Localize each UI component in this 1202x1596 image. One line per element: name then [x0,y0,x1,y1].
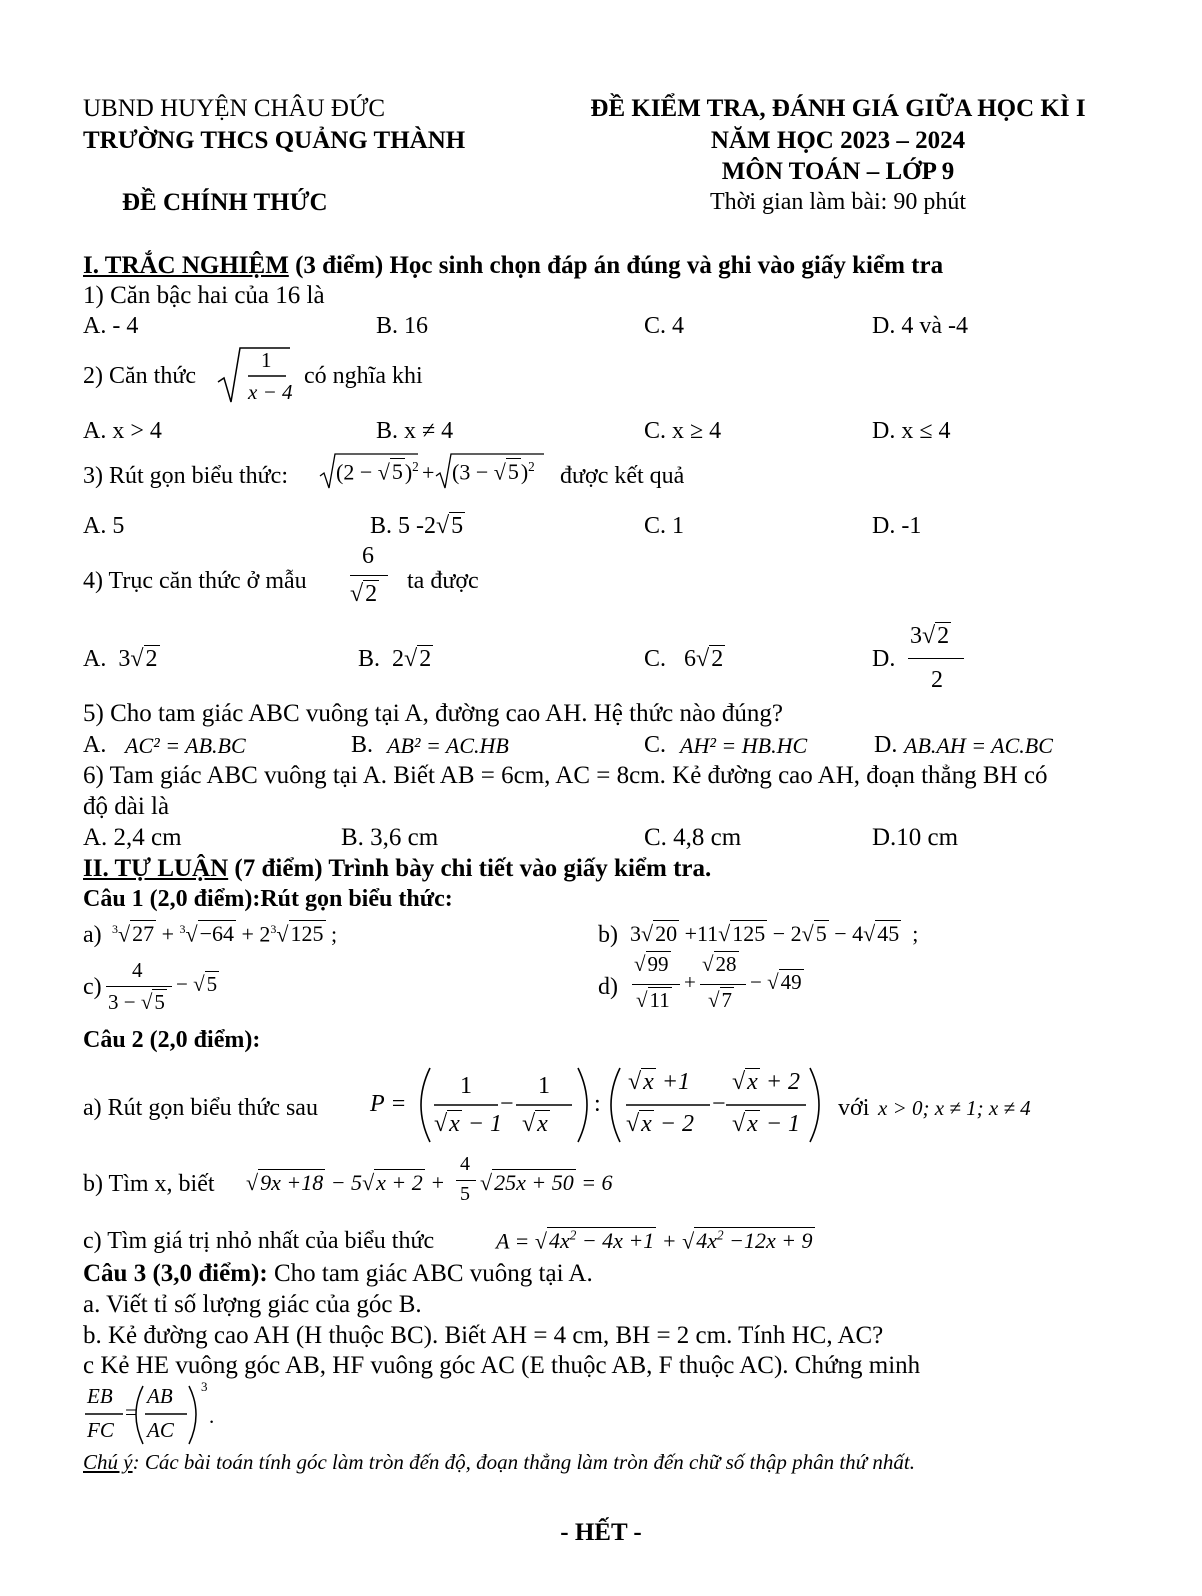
q5-option-c-expr: AH² = HB.HC [680,733,808,758]
c2-a-divide: : [594,1091,601,1117]
q6-option-a: A. 2,4 cm [83,824,182,851]
c1-d-expr [628,952,828,1022]
c1-d-frac1-num: √99 [634,952,669,976]
q1-option-d: D. 4 và -4 [872,313,968,339]
q3-suffix: được kết quả [560,463,685,489]
q4-option-b: B. 2√2 [358,646,432,672]
c3-c-exponent: 3 [201,1379,208,1394]
c1-d-plus: + [684,970,696,994]
q4-fraction [346,544,396,614]
q6-option-b: B. 3,6 cm [341,824,439,851]
q4-option-b-label: B. [358,646,381,672]
q4-denominator: √2 [350,581,378,607]
q3-plus: + [422,460,435,485]
header-duration: Thời gian làm bài: 90 phút [710,189,966,215]
c2-b-frac-num: 4 [460,1153,470,1175]
q6-text-line2: độ dài là [83,793,170,820]
part2-heading [83,856,711,881]
c2-a-frac3-den: √x − 2 [626,1111,695,1137]
q3-option-b: B. 5 -2√5 [370,513,464,539]
c2-a-frac2-num: 1 [538,1073,550,1099]
q4-option-b-coef: 2 [392,646,405,672]
q2-option-c: C. x ≥ 4 [644,418,722,444]
note-label: Chú ý [83,1450,133,1474]
header-official: ĐỀ CHÍNH THỨC [122,189,328,216]
q2-prefix: 2) Căn thức [83,363,196,389]
q5-option-b-label: B. [351,732,374,758]
q4-option-d-numerator: 3√2 [910,623,950,649]
c3-title-line [83,1261,593,1286]
part1-heading-label: I. TRẮC NGHIỆM [83,252,289,279]
c2-a-frac1-den: √x − 1 [434,1111,503,1137]
q3-prefix: 3) Rút gọn biểu thức: [83,463,288,489]
c1-c-label: c) [83,974,102,1000]
q5-option-b-expr: AB² = AC.HB [387,733,509,758]
q5-option-d-expr: AB.AH = AC.BC [904,733,1053,758]
c2-a-frac4-num: √x + 2 [732,1069,801,1095]
c3-a-text: a. Viết tỉ số lượng giác của góc B. [83,1291,422,1318]
c2-c-expression: $A = √4x^2 - 4x +1 + √4x^2 -12x + 9$ [496,1228,813,1254]
q4-option-d-radicand: 2 [937,623,950,649]
c1-d-frac1-den: √11 [636,988,670,1012]
c1-b-label: b) [598,922,618,948]
c2-a-text: a) Rút gọn biểu thức sau [83,1095,318,1121]
q3-option-b-radicand: 5 [451,513,464,539]
c3-c-ac: AC [147,1418,174,1442]
q2-option-a: A. x > 4 [83,418,162,444]
q2-frac-denominator: x − 4 [248,380,293,404]
header-school: TRƯỜNG THCS QUẢNG THÀNH [83,127,466,154]
q4-option-c: C. 6√2 [644,646,724,672]
note-text: : Các bài toán tính góc làm tròn đến độ, đoạn thẳng làm tròn đến chữ số thập phân thứ nhất. [132,1450,915,1474]
q4-fraction-bar [350,575,388,576]
q6-option-c: C. 4,8 cm [644,824,742,851]
q4-option-d-fraction-bar [908,658,964,659]
c1-d-frac2-den: √7 [708,988,733,1012]
q4-option-d-num-coef: 3 [910,623,922,649]
q4-numerator: 6 [362,543,374,569]
c2-a-minus1: − [500,1091,514,1117]
c2-a-frac1-num: 1 [460,1073,472,1099]
q4-option-d-denominator: 2 [931,667,943,693]
c1-a-label: a) [83,922,102,948]
c3-c-fc: FC [87,1418,114,1442]
q1-option-c: C. 4 [644,313,685,339]
q1-option-a: A. - 4 [83,313,139,339]
q6-option-d: D.10 cm [872,824,959,851]
c2-a-frac4-den: √x − 1 [732,1111,801,1137]
c1-c-denominator: 3 − √5 [108,990,165,1014]
q4-option-c-label: C. [644,646,667,672]
end-marker: - HẾT - [560,1519,642,1546]
q3-term1: $(2 - √5)^2$ [336,459,419,485]
c2-c-text: c) Tìm giá trị nhỏ nhất của biểu thức [83,1228,435,1254]
q3-term2: $(3 - √5)^2$ [452,459,535,485]
q4-option-a-coef: 3 [118,646,131,672]
q4-option-b-radicand: 2 [419,646,432,672]
c2-a-frac3-num: √x +1 [628,1069,691,1095]
q3-option-b-text: B. 5 -2 [370,513,436,539]
q4-option-d-fraction [906,624,968,696]
c3-c-period: . [209,1404,215,1428]
q2-suffix: có nghĩa khi [304,363,423,389]
q4-option-a-label: A. [83,646,107,672]
q5-option-a-expr: AC² = AB.BC [125,733,246,758]
c2-b-expression [246,1152,636,1212]
c3-c-ab: AB [147,1384,173,1408]
c1-d-frac2-bar [700,984,746,985]
c1-c-numerator: 4 [132,958,143,982]
q4-prefix: 4) Trục căn thức ở mẫu [83,568,307,594]
q5-option-d-label: D. [874,732,898,758]
q1-option-b: B. 16 [376,313,429,339]
q2-frac-numerator: 1 [261,348,272,372]
q2-option-b: B. x ≠ 4 [376,418,454,444]
c2-title: Câu 2 (2,0 điểm): [83,1027,261,1053]
q1-text: 1) Căn bậc hai của 16 là [83,282,325,309]
note [83,1452,915,1473]
q3-option-a: A. 5 [83,513,125,539]
c1-c-fraction-bar [106,986,172,987]
part2-heading-label: II. TỰ LUẬN [83,855,229,882]
header-subject: MÔN TOÁN – LỚP 9 [721,158,955,185]
c1-d-label: d) [598,974,618,1000]
c1-title: Câu 1 (2,0 điểm):Rút gọn biểu thức: [83,886,453,912]
q4-option-d-label: D. [872,646,896,672]
c1-a-expr: $^3√27 + ^3√-64 + 2^3√125$ ; [112,921,338,947]
q6-text-line1: 6) Tam giác ABC vuông tại A. Biết AB = 6cm, AC = 8cm. Kẻ đường cao AH, đoạn thẳng BH có [83,762,1048,789]
q4-option-a: A. 3√2 [83,646,158,672]
q3-option-c: C. 1 [644,513,685,539]
q4-option-c-coef: 6 [684,646,697,672]
c2-a-p-equals: P = [370,1091,407,1117]
c3-c-eb: EB [87,1384,113,1408]
c3-title-rest: Cho tam giác ABC vuông tại A. [267,1260,593,1287]
c1-d-minus-term: − √49 [750,970,802,994]
c2-b-frac-den: 5 [460,1183,470,1205]
c3-b-text: b. Kẻ đường cao AH (H thuộc BC). Biết AH = 4 cm, BH = 2 cm. Tính HC, AC? [83,1322,884,1349]
c2-a-expression [370,1060,840,1150]
header-school-year: NĂM HỌC 2023 – 2024 [710,127,966,154]
q4-option-a-radicand: 2 [145,646,158,672]
c1-b-expr: 3√20 +11√125 − 2√5 − 4√45 ; [630,921,919,946]
q5-option-c-label: C. [644,732,667,758]
q5-text: 5) Cho tam giác ABC vuông tại A, đường cao AH. Hệ thức nào đúng? [83,700,783,727]
part2-heading-rest: (7 điểm) Trình bày chi tiết vào giấy kiểm tra. [228,855,712,882]
q4-denominator-radicand: 2 [365,581,378,607]
c3-c-text: c Kẻ HE vuông góc AB, HF vuông góc AC (E thuộc AB, F thuộc AC). Chứng minh [83,1352,921,1379]
c2-a-cond-word: với [838,1095,870,1121]
c2-b-term1: √9x +18 − 5√x + 2 + [246,1170,446,1195]
c2-b-frac-bar [456,1180,476,1181]
c2-b-term2: √25x + 50 = 6 [480,1170,613,1195]
c1-c-minus-term: − √5 [176,972,218,996]
c2-a-condition: x > 0; x ≠ 1; x ≠ 4 [878,1096,1031,1120]
c1-c-expr [104,958,234,1020]
q3-option-d: D. -1 [872,513,922,539]
q2-radical-expr [216,344,291,406]
header-exam-title: ĐỀ KIỂM TRA, ĐÁNH GIÁ GIỮA HỌC KÌ I [590,95,1086,122]
header-district: UBND HUYỆN CHÂU ĐỨC [83,95,386,122]
q5-option-a-label: A. [83,732,107,758]
q3-expression [318,448,558,494]
c2-b-text: b) Tìm x, biết [83,1171,215,1197]
c1-d-frac2-num: √28 [702,952,737,976]
q2-option-d: D. x ≤ 4 [872,418,951,444]
c3-title: Câu 3 (3,0 điểm): [83,1260,268,1287]
part1-heading-rest: (3 điểm) Học sinh chọn đáp án đúng và ghi vào giấy kiểm tra [288,252,944,279]
c2-a-frac2-den: √x [522,1111,548,1137]
c3-c-formula [83,1380,233,1450]
c3-c-equals: = [125,1400,137,1424]
q4-option-c-radicand: 2 [711,646,724,672]
q4-suffix: ta được [407,568,479,594]
c1-d-frac1-bar [632,984,680,985]
c2-a-minus2: − [712,1091,726,1117]
part1-heading [83,253,943,278]
